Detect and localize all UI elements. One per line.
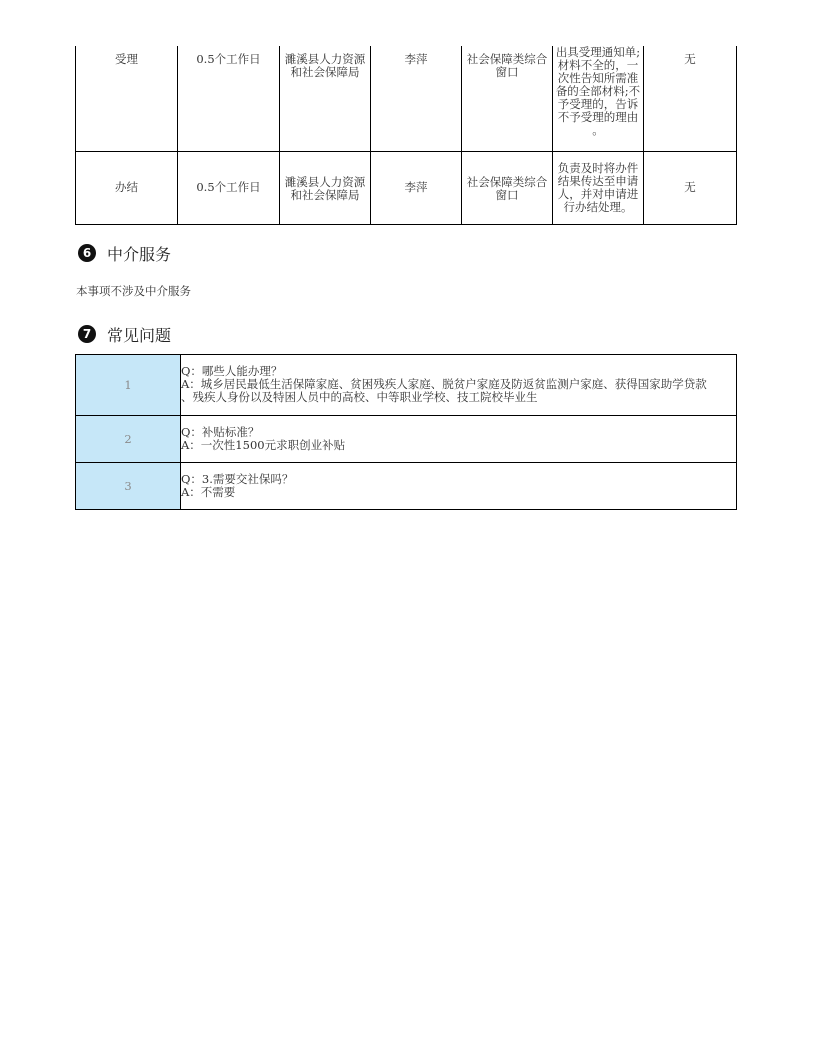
time-limit-cell: 0.5个工作日 (178, 151, 280, 224)
time-limit-cell: 0.5个工作日 (178, 46, 280, 151)
dept-cell: 濉溪县人力资源 和社会保障局 (280, 46, 371, 151)
description-cell: 负责及时将办件 结果传达至申请 人，并对申请进 行办结处理。 (553, 151, 644, 224)
number-badge: 7 (78, 325, 96, 343)
section-title: 常见问题 (107, 325, 172, 345)
faq-content: Q：3.需要交社保吗？ A：不需要 (181, 463, 737, 510)
table-row (76, 151, 737, 224)
faq-index: 3 (76, 463, 181, 510)
section-heading-faq (78, 323, 171, 345)
faq-content: Q：补贴标准？ A：一次性1500元求职创业补贴 (181, 416, 737, 463)
step-cell: 办结 (76, 151, 178, 224)
table-row (76, 46, 737, 151)
table-row (76, 355, 737, 416)
faq-index: 1 (76, 355, 181, 416)
faq-index: 2 (76, 416, 181, 463)
dept-cell: 濉溪县人力资源 和社会保障局 (280, 151, 371, 224)
number-badge: 6 (78, 244, 96, 262)
section-title: 中介服务 (107, 244, 172, 264)
faq-content: Q：哪些人能办理？ A：城乡居民最低生活保障家庭、贫困残疾人家庭、脱贫户家庭及防返贫监测户家庭、获得国家助学贷款 、残疾人身份以及特困人员中的高校、中等职业学校、技工院校毕业生 (181, 355, 737, 416)
faq-table (75, 354, 737, 510)
person-cell: 李萍 (371, 151, 462, 224)
table-row (76, 463, 737, 510)
remark-cell: 无 (644, 46, 737, 151)
step-cell: 受理 (76, 46, 178, 151)
person-cell: 李萍 (371, 46, 462, 151)
process-table (75, 46, 737, 225)
intermediary-note: 本事项不涉及中介服务 (76, 284, 191, 298)
section-heading-intermediary (78, 242, 171, 264)
remark-cell: 无 (644, 151, 737, 224)
table-row (76, 416, 737, 463)
description-cell: 出具受理通知单; 材料不全的，一 次性告知所需准 备的全部材料;不 予受理的，告诉 不予受理的理由 。 (553, 46, 644, 151)
location-cell: 社会保障类综合 窗口 (462, 151, 553, 224)
location-cell: 社会保障类综合 窗口 (462, 46, 553, 151)
